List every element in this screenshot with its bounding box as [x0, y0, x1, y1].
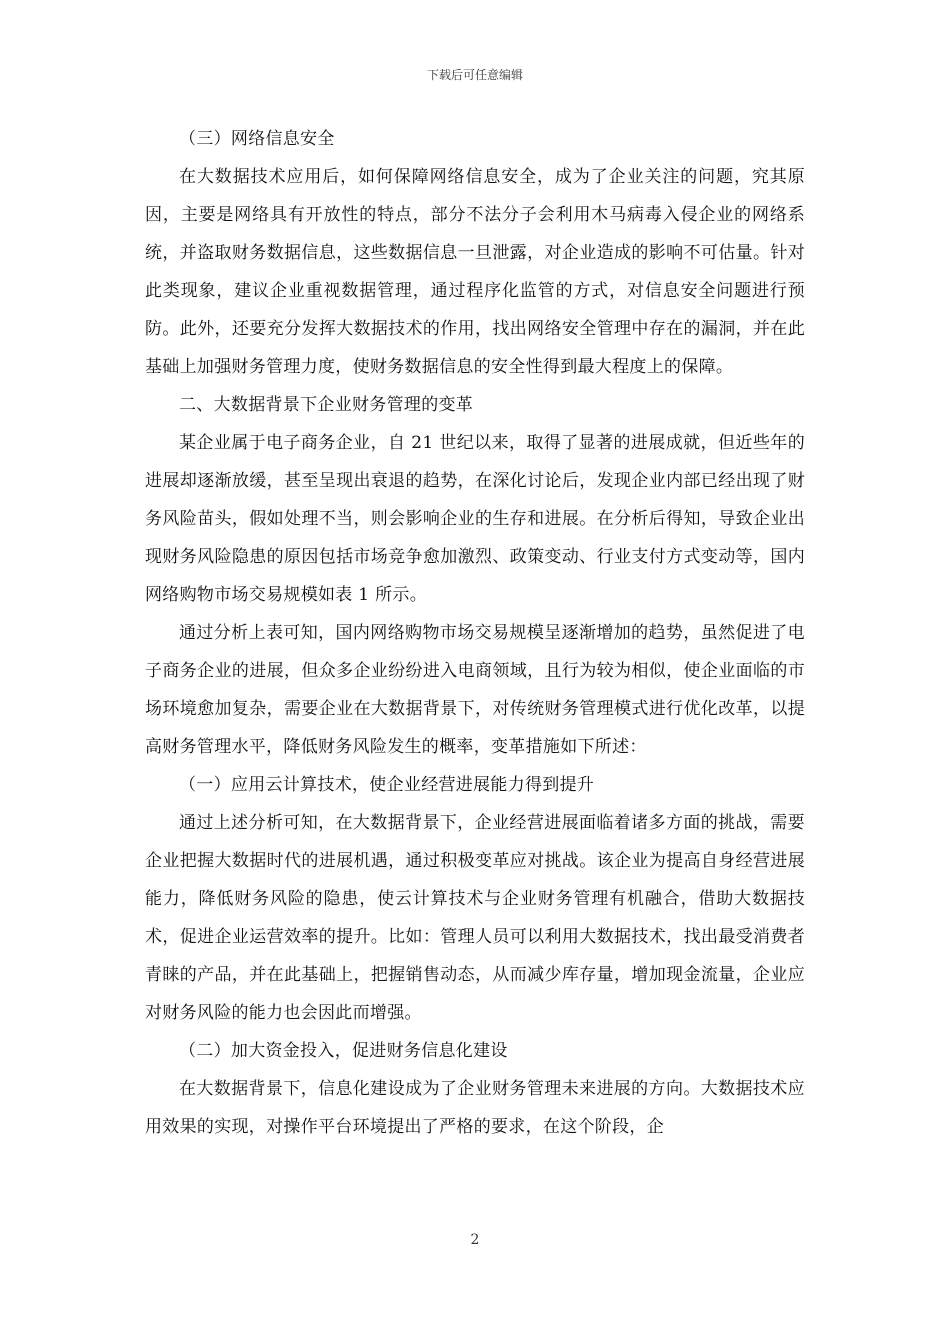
section-heading-cloud-computing: （一）应用云计算技术，使企业经营进展能力得到提升 — [179, 775, 595, 795]
paragraph: 通过上述分析可知，在大数据背景下，企业经营进展面临着诸多方面的挑战，需要企业把握大数据时代的进展机遇，通过积极变革应对挑战。该企业为提高自身经营进展能力，降低财务风险的隐患，使云计算技术与企业财务管理有机融合，借助大数据技术，促进企业运营效率的提升。比如：管理人员可以利用大数据技术，找出最受消费者青睐的产品，并在此基础上，把握销售动态，从而减少库存量，增加现金流量，企业应对财务风险的能力也会因此而增强。 — [145, 813, 805, 1023]
paragraph: 在大数据技术应用后，如何保障网络信息安全，成为了企业关注的问题，究其原因，主要是网络具有开放性的特点，部分不法分子会利用木马病毒入侵企业的网络系统，并盗取财务数据信息，这些数据信息一旦泄露，对企业造成的影响不可估量。针对此类现象，建议企业重视数据管理，通过程序化监管的方式，对信息安全问题进行预防。此外，还要充分发挥大数据技术的作用，找出网络安全管理中存在的漏洞，并在此基础上加强财务管理力度，使财务数据信息的安全性得到最大程度上的保障。 — [145, 167, 805, 377]
section-heading-network-security: （三）网络信息安全 — [179, 129, 335, 149]
section-heading-financial-reform: 二、大数据背景下企业财务管理的变革 — [179, 395, 474, 415]
paragraph: 在大数据背景下，信息化建设成为了企业财务管理未来进展的方向。大数据技术应用效果的实现，对操作平台环境提出了严格的要求，在这个阶段，企 — [145, 1079, 805, 1137]
section-heading-capital-investment: （二）加大资金投入，促进财务信息化建设 — [179, 1041, 508, 1061]
paragraph: 某企业属于电子商务企业，自 21 世纪以来，取得了显著的进展成就，但近些年的进展却逐渐放缓，甚至呈现出衰退的趋势，在深化讨论后，发现企业内部已经出现了财务风险苗头，假如处理不当，则会影响企业的生存和进展。在分析后得知，导致企业出现财务风险隐患的原因包括市场竞争愈加激烈、政策变动、行业支付方式变动等，国内网络购物市场交易规模如表 1 所示。 — [145, 433, 805, 605]
document-body — [145, 120, 805, 1146]
paragraph: 通过分析上表可知，国内网络购物市场交易规模呈逐渐增加的趋势，虽然促进了电子商务企业的进展，但众多企业纷纷进入电商领域，且行为较为相似，使企业面临的市场环境愈加复杂，需要企业在大数据背景下，对传统财务管理模式进行优化改革，以提高财务管理水平，降低财务风险发生的概率，变革措施如下所述： — [145, 623, 805, 757]
page-header: 下载后可任意编辑 — [426, 68, 523, 82]
page-number: 2 — [470, 1232, 480, 1248]
